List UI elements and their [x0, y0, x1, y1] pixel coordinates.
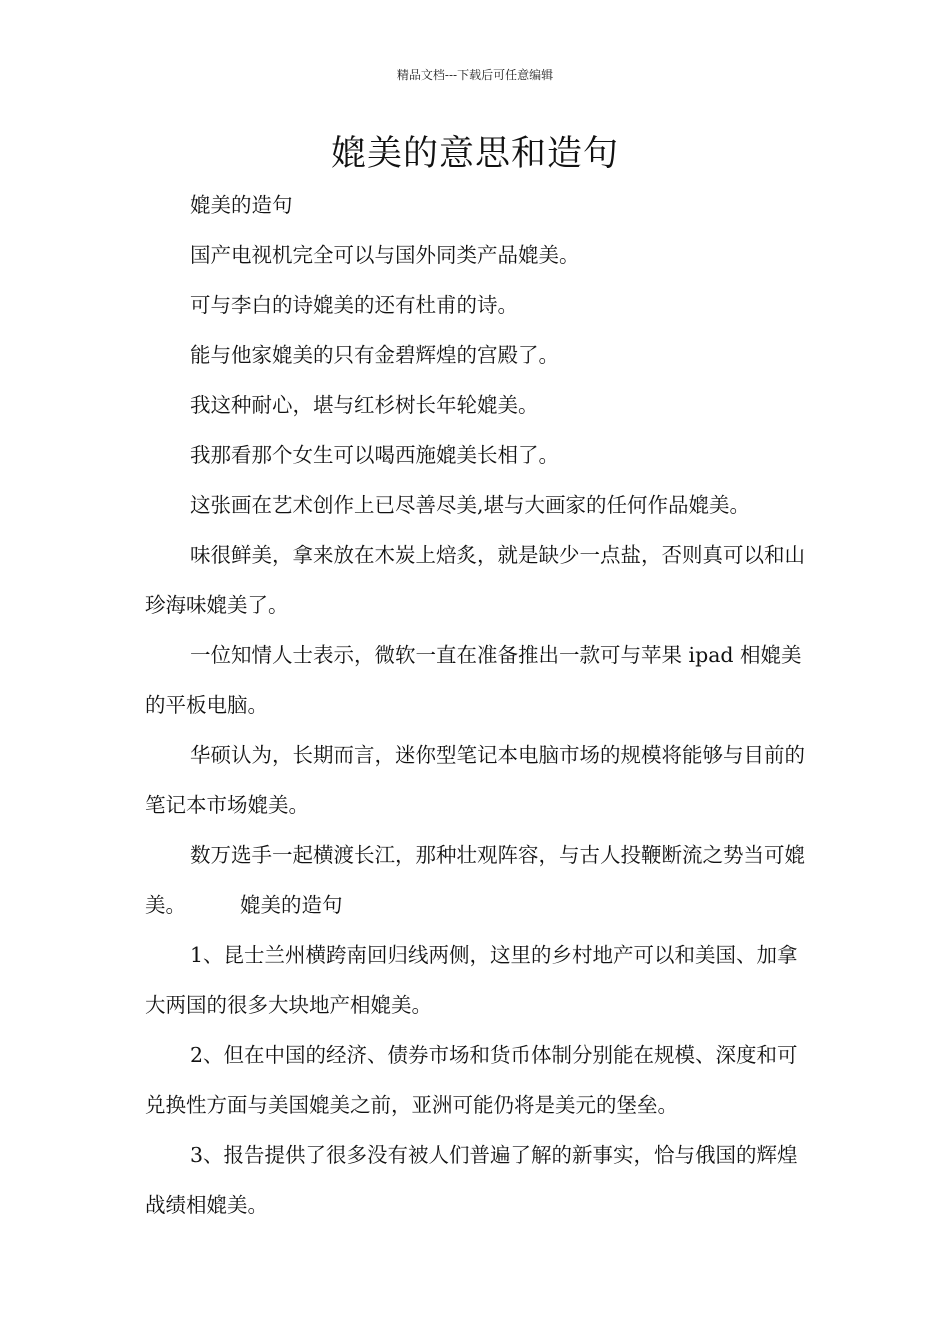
paragraph: 我这种耐心，堪与红杉树长年轮媲美。	[190, 393, 539, 417]
document-title: 媲美的意思和造句	[330, 134, 619, 174]
header-note: 精品文档---下载后可任意编辑	[396, 68, 554, 82]
numbered-paragraph: 2、但在中国的经济、债券市场和货币体制分别能在规模、深度和可兑换性方面与美国媲美之前，亚洲可能仍将是美元的堡垒。	[145, 1043, 798, 1117]
paragraph: 媲美的造句	[190, 193, 293, 217]
paragraph: 华硕认为，长期而言，迷你型笔记本电脑市场的规模将能够与目前的笔记本市场媲美。	[145, 743, 805, 817]
paragraph: 我那看那个女生可以喝西施媲美长相了。	[190, 443, 559, 467]
inline-heading: 媲美的造句	[240, 893, 343, 917]
paragraph: 味很鲜美，拿来放在木炭上焙炙，就是缺少一点盐，否则真可以和山珍海味媲美了。	[145, 543, 805, 617]
paragraph: 这张画在艺术创作上已尽善尽美,堪与大画家的任何作品媲美。	[190, 493, 751, 517]
numbered-paragraph: 1、昆士兰州横跨南回归线两侧，这里的乡村地产可以和美国、加拿大两国的很多大块地产相媲美。	[145, 943, 798, 1017]
numbered-paragraph: 3、报告提供了很多没有被人们普遍了解的新事实，恰与俄国的辉煌战绩相媲美。	[145, 1143, 798, 1217]
paragraph: 可与李白的诗媲美的还有杜甫的诗。	[190, 293, 518, 317]
paragraph: 一位知情人士表示，微软一直在准备推出一款可与苹果 ipad 相媲美的平板电脑。	[145, 643, 802, 717]
paragraph: 能与他家媲美的只有金碧辉煌的宫殿了。	[190, 343, 559, 367]
paragraph: 国产电视机完全可以与国外同类产品媲美。	[190, 243, 580, 267]
mixed-paragraph	[145, 830, 807, 930]
paragraph-text: 数万选手一起横渡长江，那种壮观阵容，与古人投鞭断流之势当可媲美。	[145, 843, 805, 917]
document-body	[145, 180, 807, 1230]
